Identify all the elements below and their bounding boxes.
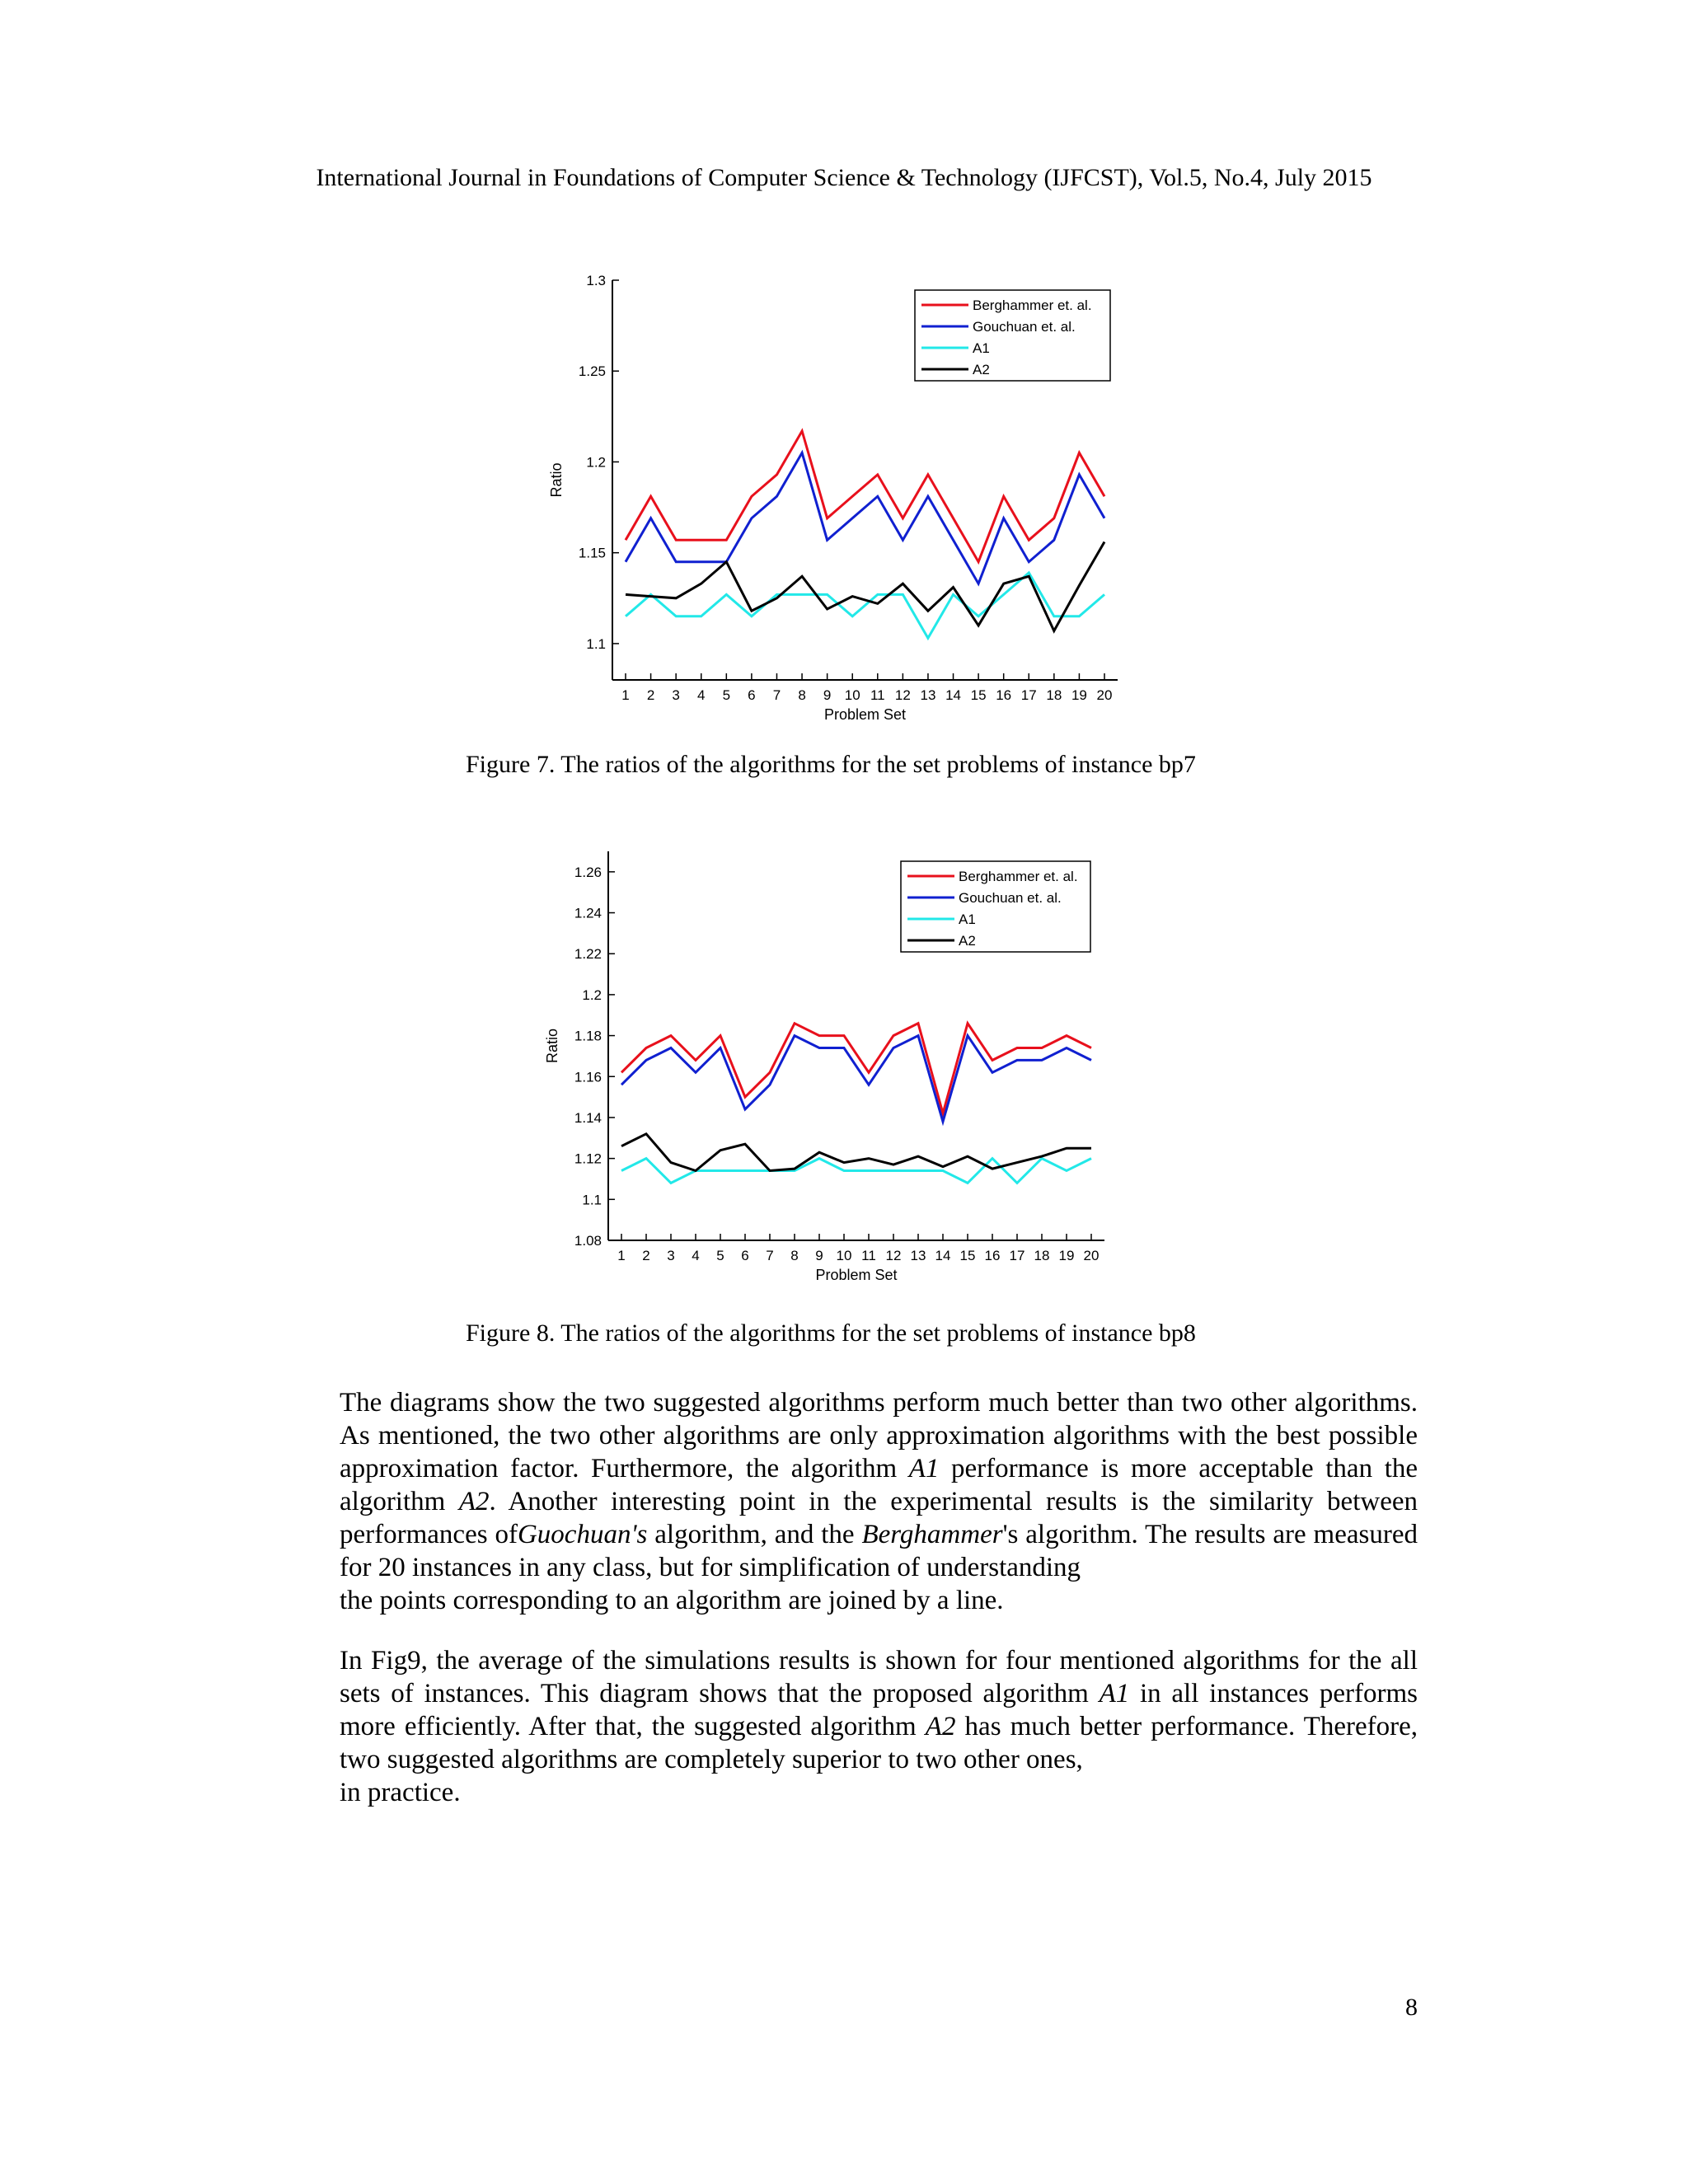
paragraph-last-line: in practice. (340, 1778, 461, 1807)
x-tick-label: 11 (861, 1248, 876, 1263)
x-axis-label: Problem Set (823, 706, 907, 723)
italic-term: A2 (458, 1487, 490, 1516)
x-tick-label: 4 (697, 687, 706, 703)
y-tick-label: 1.2 (582, 987, 602, 1003)
x-tick-label: 8 (798, 687, 806, 703)
text-run: algorithm, and the (647, 1520, 862, 1549)
x-tick-label: 16 (996, 687, 1012, 703)
y-tick-label: 1.25 (578, 363, 606, 380)
y-tick-label: 1.14 (574, 1109, 602, 1126)
x-tick-label: 14 (935, 1248, 951, 1263)
x-tick-label: 20 (1096, 687, 1113, 703)
legend-label: Gouchuan et. al. (973, 319, 1076, 335)
x-tick-label: 1 (617, 1248, 626, 1263)
x-tick-label: 16 (984, 1248, 1001, 1263)
y-tick-label: 1.15 (578, 545, 606, 561)
x-tick-label: 7 (772, 687, 781, 703)
y-tick-label: 1.08 (574, 1233, 602, 1249)
x-tick-label: 7 (766, 1248, 774, 1263)
y-tick-label: 1.26 (574, 864, 602, 880)
italic-term: Berghammer (861, 1520, 1003, 1549)
x-tick-label: 5 (716, 1248, 724, 1263)
text-run: The diagrams show the two suggested algorithms perform much better than two other algorithms. As mentioned, the two other algorithms are only approximation algorithms with the best possible approximation factor. Furthermore, the algorithm (340, 1388, 1418, 1483)
text-run: . Another interesting point in the experimental results is the similarity between performances of (340, 1487, 1418, 1549)
legend-label: A1 (973, 340, 990, 356)
x-tick-label: 18 (1046, 687, 1062, 703)
y-tick-label: 1.1 (582, 1192, 602, 1208)
x-tick-label: 15 (959, 1248, 976, 1263)
x-tick-label: 8 (790, 1248, 799, 1263)
y-tick-label: 1.2 (586, 454, 606, 471)
x-tick-label: 3 (672, 687, 680, 703)
y-axis-label: Ratio (548, 462, 565, 498)
x-tick-label: 12 (885, 1248, 902, 1263)
x-tick-label: 17 (1020, 687, 1037, 703)
y-axis-label: Ratio (544, 1028, 560, 1064)
y-tick-label: 1.22 (574, 946, 602, 963)
legend-label: A2 (959, 933, 976, 949)
y-tick-label: 1.16 (574, 1069, 602, 1085)
x-tick-label: 6 (741, 1248, 749, 1263)
body-paragraph-2 (340, 1644, 1418, 1809)
x-tick-label: 11 (870, 687, 885, 703)
x-tick-label: 4 (692, 1248, 700, 1263)
paragraph-last-line: the points corresponding to an algorithm are joined by a line. (340, 1586, 1004, 1615)
x-tick-label: 2 (642, 1248, 650, 1263)
x-tick-label: 13 (920, 687, 936, 703)
series-line-a2 (621, 1134, 1091, 1171)
y-tick-label: 1.1 (586, 635, 606, 652)
x-tick-label: 18 (1034, 1248, 1050, 1263)
text-run: has much better performance. Therefore, two suggested algorithms are completely superior to two other ones, (340, 1712, 1418, 1774)
x-tick-label: 5 (722, 687, 731, 703)
x-tick-label: 10 (836, 1248, 852, 1263)
x-tick-label: 20 (1083, 1248, 1100, 1263)
y-tick-label: 1.12 (574, 1151, 602, 1167)
figure-7-caption: Figure 7. The ratios of the algorithms for the set problems of instance bp7 (466, 751, 1196, 778)
text-run: In Fig9, the average of the simulations results is shown for four mentioned algorithms for the all sets of instances. This diagram shows that the proposed algorithm (340, 1646, 1418, 1708)
page-number: 8 (1405, 1994, 1418, 2021)
text-run: 's algorithm. The results are measured for 20 instances in any class, but for simplification of understanding (340, 1520, 1418, 1582)
x-tick-label: 1 (621, 687, 630, 703)
y-tick-label: 1.18 (574, 1028, 602, 1044)
x-tick-label: 3 (667, 1248, 675, 1263)
legend-label: A1 (959, 912, 976, 927)
italic-term: A2 (925, 1712, 956, 1741)
x-tick-label: 19 (1071, 687, 1087, 703)
x-tick-label: 10 (844, 687, 860, 703)
text-run: performance is more acceptable than the algorithm (340, 1454, 1418, 1516)
x-axis-label: Problem Set (815, 1267, 898, 1283)
x-tick-label: 9 (815, 1248, 823, 1263)
body-paragraph-1 (340, 1386, 1418, 1617)
x-tick-label: 6 (748, 687, 756, 703)
italic-term: A1 (1099, 1679, 1130, 1708)
legend-label: A2 (973, 362, 990, 377)
x-tick-label: 17 (1009, 1248, 1025, 1263)
legend-label: Berghammer et. al. (959, 869, 1078, 884)
y-tick-label: 1.3 (586, 273, 606, 288)
legend-label: Gouchuan et. al. (959, 890, 1062, 906)
x-tick-label: 14 (945, 687, 961, 703)
x-tick-label: 9 (823, 687, 832, 703)
x-tick-label: 19 (1058, 1248, 1075, 1263)
text-run: in all instances performs more efficiently. After that, the suggested algorithm (340, 1679, 1418, 1741)
y-tick-label: 1.24 (574, 905, 602, 921)
italic-term: Guochuan's (517, 1520, 648, 1549)
x-tick-label: 13 (910, 1248, 926, 1263)
italic-term: A1 (908, 1454, 940, 1483)
running-header: International Journal in Foundations of Computer Science & Technology (IJFCST), Vol.5, No.4, July 2015 (316, 164, 1372, 191)
x-tick-label: 2 (646, 687, 655, 703)
x-tick-label: 12 (894, 687, 911, 703)
legend-label: Berghammer et. al. (973, 298, 1092, 313)
x-tick-label: 15 (970, 687, 987, 703)
figure-8-caption: Figure 8. The ratios of the algorithms for the set problems of instance bp8 (466, 1319, 1196, 1347)
